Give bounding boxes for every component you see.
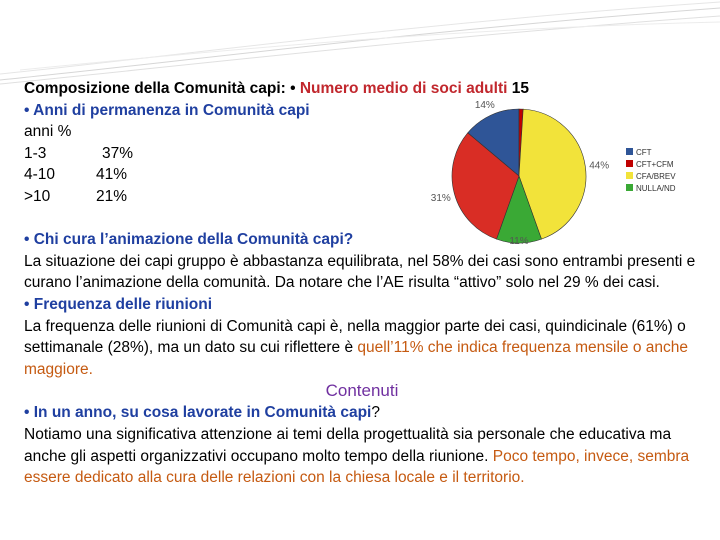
animation-body: La situazione dei capi gruppo è abbastanza equilibrata, nel 58% dei casi sono entrambi presenti e curano l’animazione della comunità. Da notare che l’AE risulta “attivo” solo nel 29 % dei casi.	[24, 252, 696, 292]
pie-chart	[424, 98, 690, 246]
work-title-text: • In un anno, su cosa lavorate in Comunità capi	[24, 404, 372, 422]
meetings-body-text: La frequenza delle riunioni di Comunità capi è, nella maggior parte dei casi, quindicinale (61%) o settimanale (28%), ma un dato su cui riflettere è	[24, 317, 686, 357]
meetings-title: • Frequenza delle riunioni	[24, 295, 213, 313]
work-body-text: Notiamo una significativa attenzione ai temi della progettualità sia personale che educativa ma anche gli aspetti organizzativi occupano molto tempo della riunione.	[24, 425, 672, 465]
years-percent: 21%	[96, 187, 128, 205]
years-percent: 41%	[96, 166, 128, 184]
decorative-swoosh-lines	[0, 0, 720, 90]
composition-label: Composizione della Comunità capi:	[24, 80, 286, 97]
work-title	[24, 402, 700, 424]
pie-data-label: 31%	[430, 193, 451, 205]
pie-data-label: 14%	[474, 100, 495, 111]
work-body-highlight: Poco tempo, invece, sembra essere dedicato alla cura delle relazioni con la chiesa locale e il territorio.	[24, 447, 690, 487]
legend-label: CFT+CFM	[636, 160, 674, 169]
years-range: >10	[24, 187, 51, 205]
legend-swatch	[626, 172, 633, 179]
legend-swatch	[626, 184, 633, 191]
average-members-label: Numero medio di soci adulti	[299, 80, 508, 97]
pie-data-label: 44%	[589, 160, 610, 172]
legend-swatch	[626, 148, 633, 155]
meetings-body	[24, 316, 700, 381]
contents-heading: Contenuti	[325, 381, 399, 401]
years-range: 1-3	[24, 144, 47, 162]
work-title-mark: ?	[371, 404, 380, 422]
composition-heading	[24, 78, 700, 100]
years-percent: 37%	[102, 144, 134, 162]
meetings-body-highlight: quell’11% che indica frequenza mensile o anche maggiore.	[24, 339, 689, 378]
bullet: •	[285, 80, 296, 97]
legend-swatch	[626, 160, 633, 167]
pie-data-label: 11%	[509, 236, 529, 246]
pie-chart-svg	[424, 98, 690, 246]
legend-label: NULLA/ND	[636, 184, 676, 193]
permanence-title: • Anni di permanenza in Comunità capi	[24, 101, 310, 119]
average-members-value: 15	[511, 80, 529, 97]
years-range: 4-10	[24, 166, 56, 184]
legend-label: CFT	[636, 148, 652, 157]
permanence-table-header: anni %	[24, 123, 72, 141]
animation-title: • Chi cura l’animazione della Comunità capi?	[24, 231, 354, 249]
work-body	[24, 424, 700, 489]
legend-label: CFA/BREV	[636, 172, 676, 181]
